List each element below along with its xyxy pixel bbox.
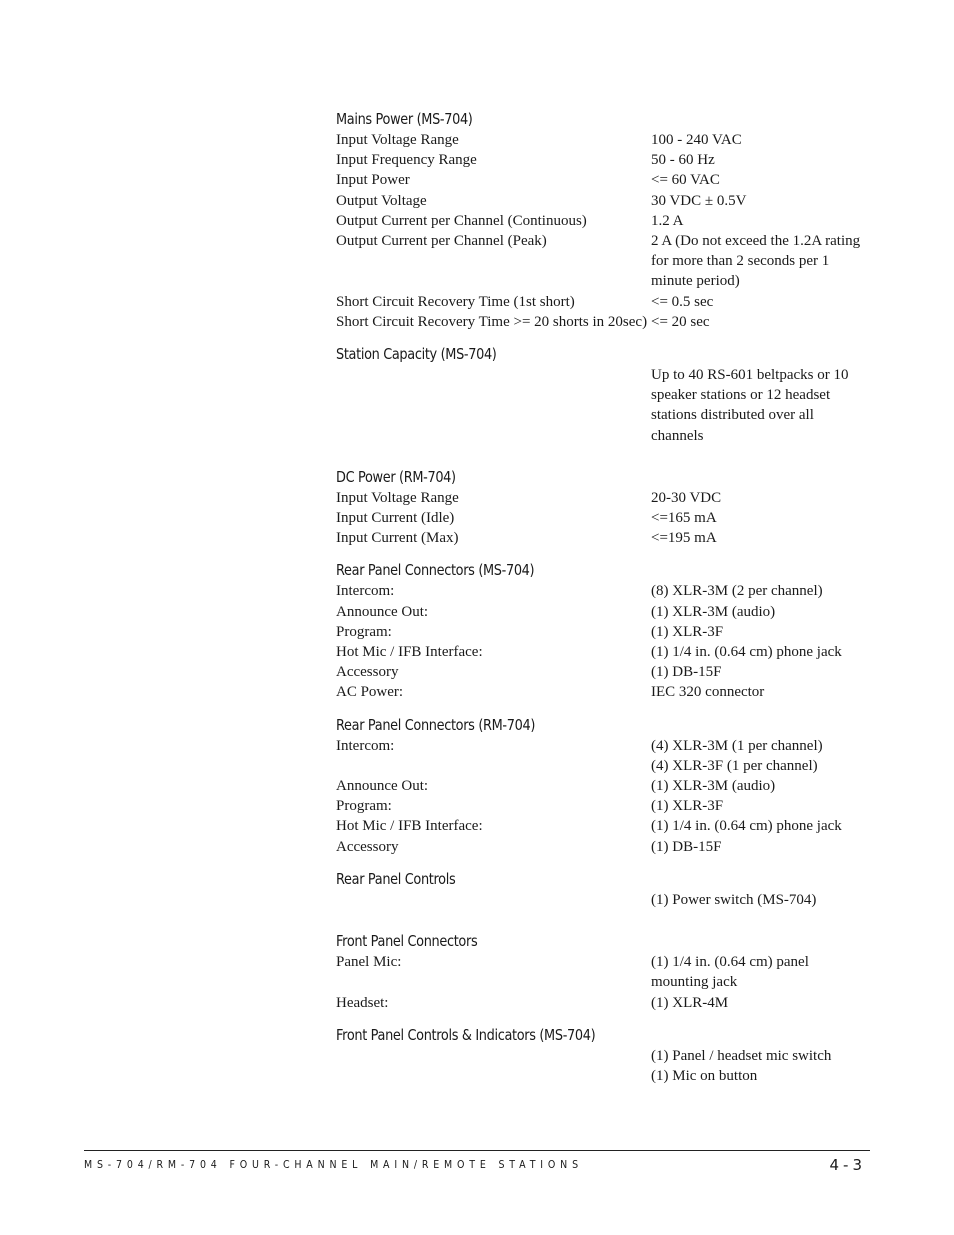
spec-label bbox=[336, 890, 651, 910]
spec-row bbox=[336, 150, 876, 170]
spec-row bbox=[336, 952, 876, 992]
spec-value: (1) XLR-3M (audio) bbox=[651, 778, 776, 795]
spec-row bbox=[336, 312, 876, 332]
section-rear-panel-connectors-rm704 bbox=[336, 714, 876, 857]
page-number: 4-3 bbox=[829, 1156, 866, 1174]
spec-row bbox=[336, 816, 876, 836]
spec-value: 30 VDC ± 0.5V bbox=[651, 192, 747, 209]
spec-label: Announce Out: bbox=[336, 603, 429, 620]
spec-label: Accessory bbox=[336, 838, 399, 855]
spec-value: 2 A (Do not exceed the 1.2A rating for more than 2 seconds per 1 minute period) bbox=[651, 233, 861, 290]
section-heading: Rear Panel Connectors (MS-704) bbox=[336, 561, 535, 580]
spec-row bbox=[336, 292, 876, 312]
spec-value: Up to 40 RS-601 beltpacks or 10 speaker stations or 12 headset stations distributed over all channels bbox=[651, 367, 849, 444]
spec-value: (1) Mic on button bbox=[651, 1067, 758, 1084]
spec-label: Input Voltage Range bbox=[336, 132, 459, 148]
spec-value: 20-30 VDC bbox=[651, 489, 722, 506]
footer-divider bbox=[84, 1150, 870, 1151]
section-front-panel-connectors bbox=[336, 930, 876, 1013]
section-heading: Front Panel Controls & Indicators (MS-704) bbox=[336, 1025, 596, 1044]
spec-value: (1) DB-15F bbox=[651, 664, 722, 681]
section-mains-power bbox=[336, 108, 876, 332]
spec-row bbox=[336, 682, 876, 702]
spec-value: IEC 320 connector bbox=[651, 684, 765, 701]
spec-label: Short Circuit Recovery Time >= 20 shorts in 20sec) bbox=[336, 313, 648, 330]
spec-label: Intercom: bbox=[336, 583, 395, 600]
spec-label: Input Current (Idle) bbox=[336, 510, 455, 527]
spec-value: <=165 mA bbox=[651, 510, 717, 527]
spec-row bbox=[336, 1046, 876, 1066]
spec-row bbox=[336, 662, 876, 682]
spec-row bbox=[336, 602, 876, 622]
spec-value: <=195 mA bbox=[651, 530, 717, 547]
spec-row bbox=[336, 130, 876, 150]
spec-value: (1) XLR-4M bbox=[651, 994, 729, 1011]
spec-label: Panel Mic: bbox=[336, 954, 402, 971]
section-heading: Front Panel Connectors bbox=[336, 932, 478, 951]
spec-row bbox=[336, 993, 876, 1013]
spec-label: Announce Out: bbox=[336, 778, 429, 795]
spec-value: (4) XLR-3M (1 per channel) bbox=[651, 737, 823, 754]
spec-label: Intercom: bbox=[336, 737, 395, 754]
spec-row bbox=[336, 622, 876, 642]
spec-label: Hot Mic / IFB Interface: bbox=[336, 644, 483, 661]
spec-row bbox=[336, 642, 876, 662]
section-heading: Rear Panel Controls bbox=[336, 869, 456, 888]
spec-row bbox=[336, 837, 876, 857]
section-rear-panel-connectors-ms704 bbox=[336, 559, 876, 702]
spec-label bbox=[336, 1066, 651, 1086]
spec-label: Program: bbox=[336, 623, 392, 640]
spec-label: Hot Mic / IFB Interface: bbox=[336, 818, 483, 835]
spec-value: (1) 1/4 in. (0.64 cm) panel mounting jack bbox=[651, 954, 809, 991]
spec-label: Output Voltage bbox=[336, 192, 427, 209]
spec-label: Input Current (Max) bbox=[336, 530, 459, 547]
spec-label: Input Frequency Range bbox=[336, 152, 477, 169]
spec-label bbox=[336, 756, 651, 776]
spec-row bbox=[336, 170, 876, 190]
spec-row bbox=[336, 890, 876, 910]
spec-value: (1) Panel / headset mic switch bbox=[651, 1047, 832, 1064]
spec-content bbox=[336, 108, 876, 1086]
spec-row bbox=[336, 736, 876, 756]
spec-value: (1) XLR-3F bbox=[651, 798, 724, 815]
spec-row bbox=[336, 796, 876, 816]
footer-title: MS-704/RM-704 FOUR-CHANNEL MAIN/REMOTE STATIONS bbox=[84, 1158, 583, 1171]
spec-label: AC Power: bbox=[336, 684, 404, 701]
spec-label: Accessory bbox=[336, 664, 399, 681]
section-dc-power bbox=[336, 466, 876, 549]
spec-row bbox=[336, 581, 876, 601]
spec-label bbox=[336, 365, 651, 446]
spec-row bbox=[336, 191, 876, 211]
spec-row bbox=[336, 211, 876, 231]
spec-value: (1) XLR-3M (audio) bbox=[651, 603, 776, 620]
spec-row bbox=[336, 231, 876, 292]
spec-value: (1) 1/4 in. (0.64 cm) phone jack bbox=[651, 818, 842, 835]
spec-value: (1) 1/4 in. (0.64 cm) phone jack bbox=[651, 644, 842, 661]
spec-value: (8) XLR-3M (2 per channel) bbox=[651, 583, 823, 600]
spec-row bbox=[336, 365, 876, 446]
spec-label bbox=[336, 1046, 651, 1066]
spec-row bbox=[336, 528, 876, 548]
spec-row bbox=[336, 776, 876, 796]
spec-label: Input Voltage Range bbox=[336, 489, 459, 506]
spec-value: 100 - 240 VAC bbox=[651, 132, 742, 148]
section-heading: Rear Panel Connectors (RM-704) bbox=[336, 715, 536, 734]
spec-value: <= 20 sec bbox=[651, 313, 710, 330]
spec-row bbox=[336, 756, 876, 776]
spec-value: 50 - 60 Hz bbox=[651, 152, 715, 169]
spec-row bbox=[336, 508, 876, 528]
spec-value: <= 60 VAC bbox=[651, 172, 720, 189]
spec-value: <= 0.5 sec bbox=[651, 293, 714, 310]
section-rear-panel-controls bbox=[336, 868, 876, 910]
spec-label: Headset: bbox=[336, 994, 389, 1011]
spec-value: 1.2 A bbox=[651, 212, 684, 229]
spec-value: (1) Power switch (MS-704) bbox=[651, 891, 817, 908]
spec-label: Program: bbox=[336, 798, 392, 815]
spec-label: Input Power bbox=[336, 172, 410, 189]
spec-label: Short Circuit Recovery Time (1st short) bbox=[336, 293, 575, 310]
section-heading: Mains Power (MS-704) bbox=[336, 110, 473, 128]
spec-row bbox=[336, 1066, 876, 1086]
spec-row bbox=[336, 488, 876, 508]
section-front-panel-controls bbox=[336, 1024, 876, 1086]
spec-label: Output Current per Channel (Peak) bbox=[336, 233, 547, 250]
spec-value: (4) XLR-3F (1 per channel) bbox=[651, 757, 818, 774]
spec-label: Output Current per Channel (Continuous) bbox=[336, 212, 587, 229]
spec-value: (1) DB-15F bbox=[651, 838, 722, 855]
spec-value: (1) XLR-3F bbox=[651, 623, 724, 640]
section-heading: DC Power (RM-704) bbox=[336, 467, 456, 486]
section-heading: Station Capacity (MS-704) bbox=[336, 345, 497, 364]
section-station-capacity bbox=[336, 343, 876, 446]
